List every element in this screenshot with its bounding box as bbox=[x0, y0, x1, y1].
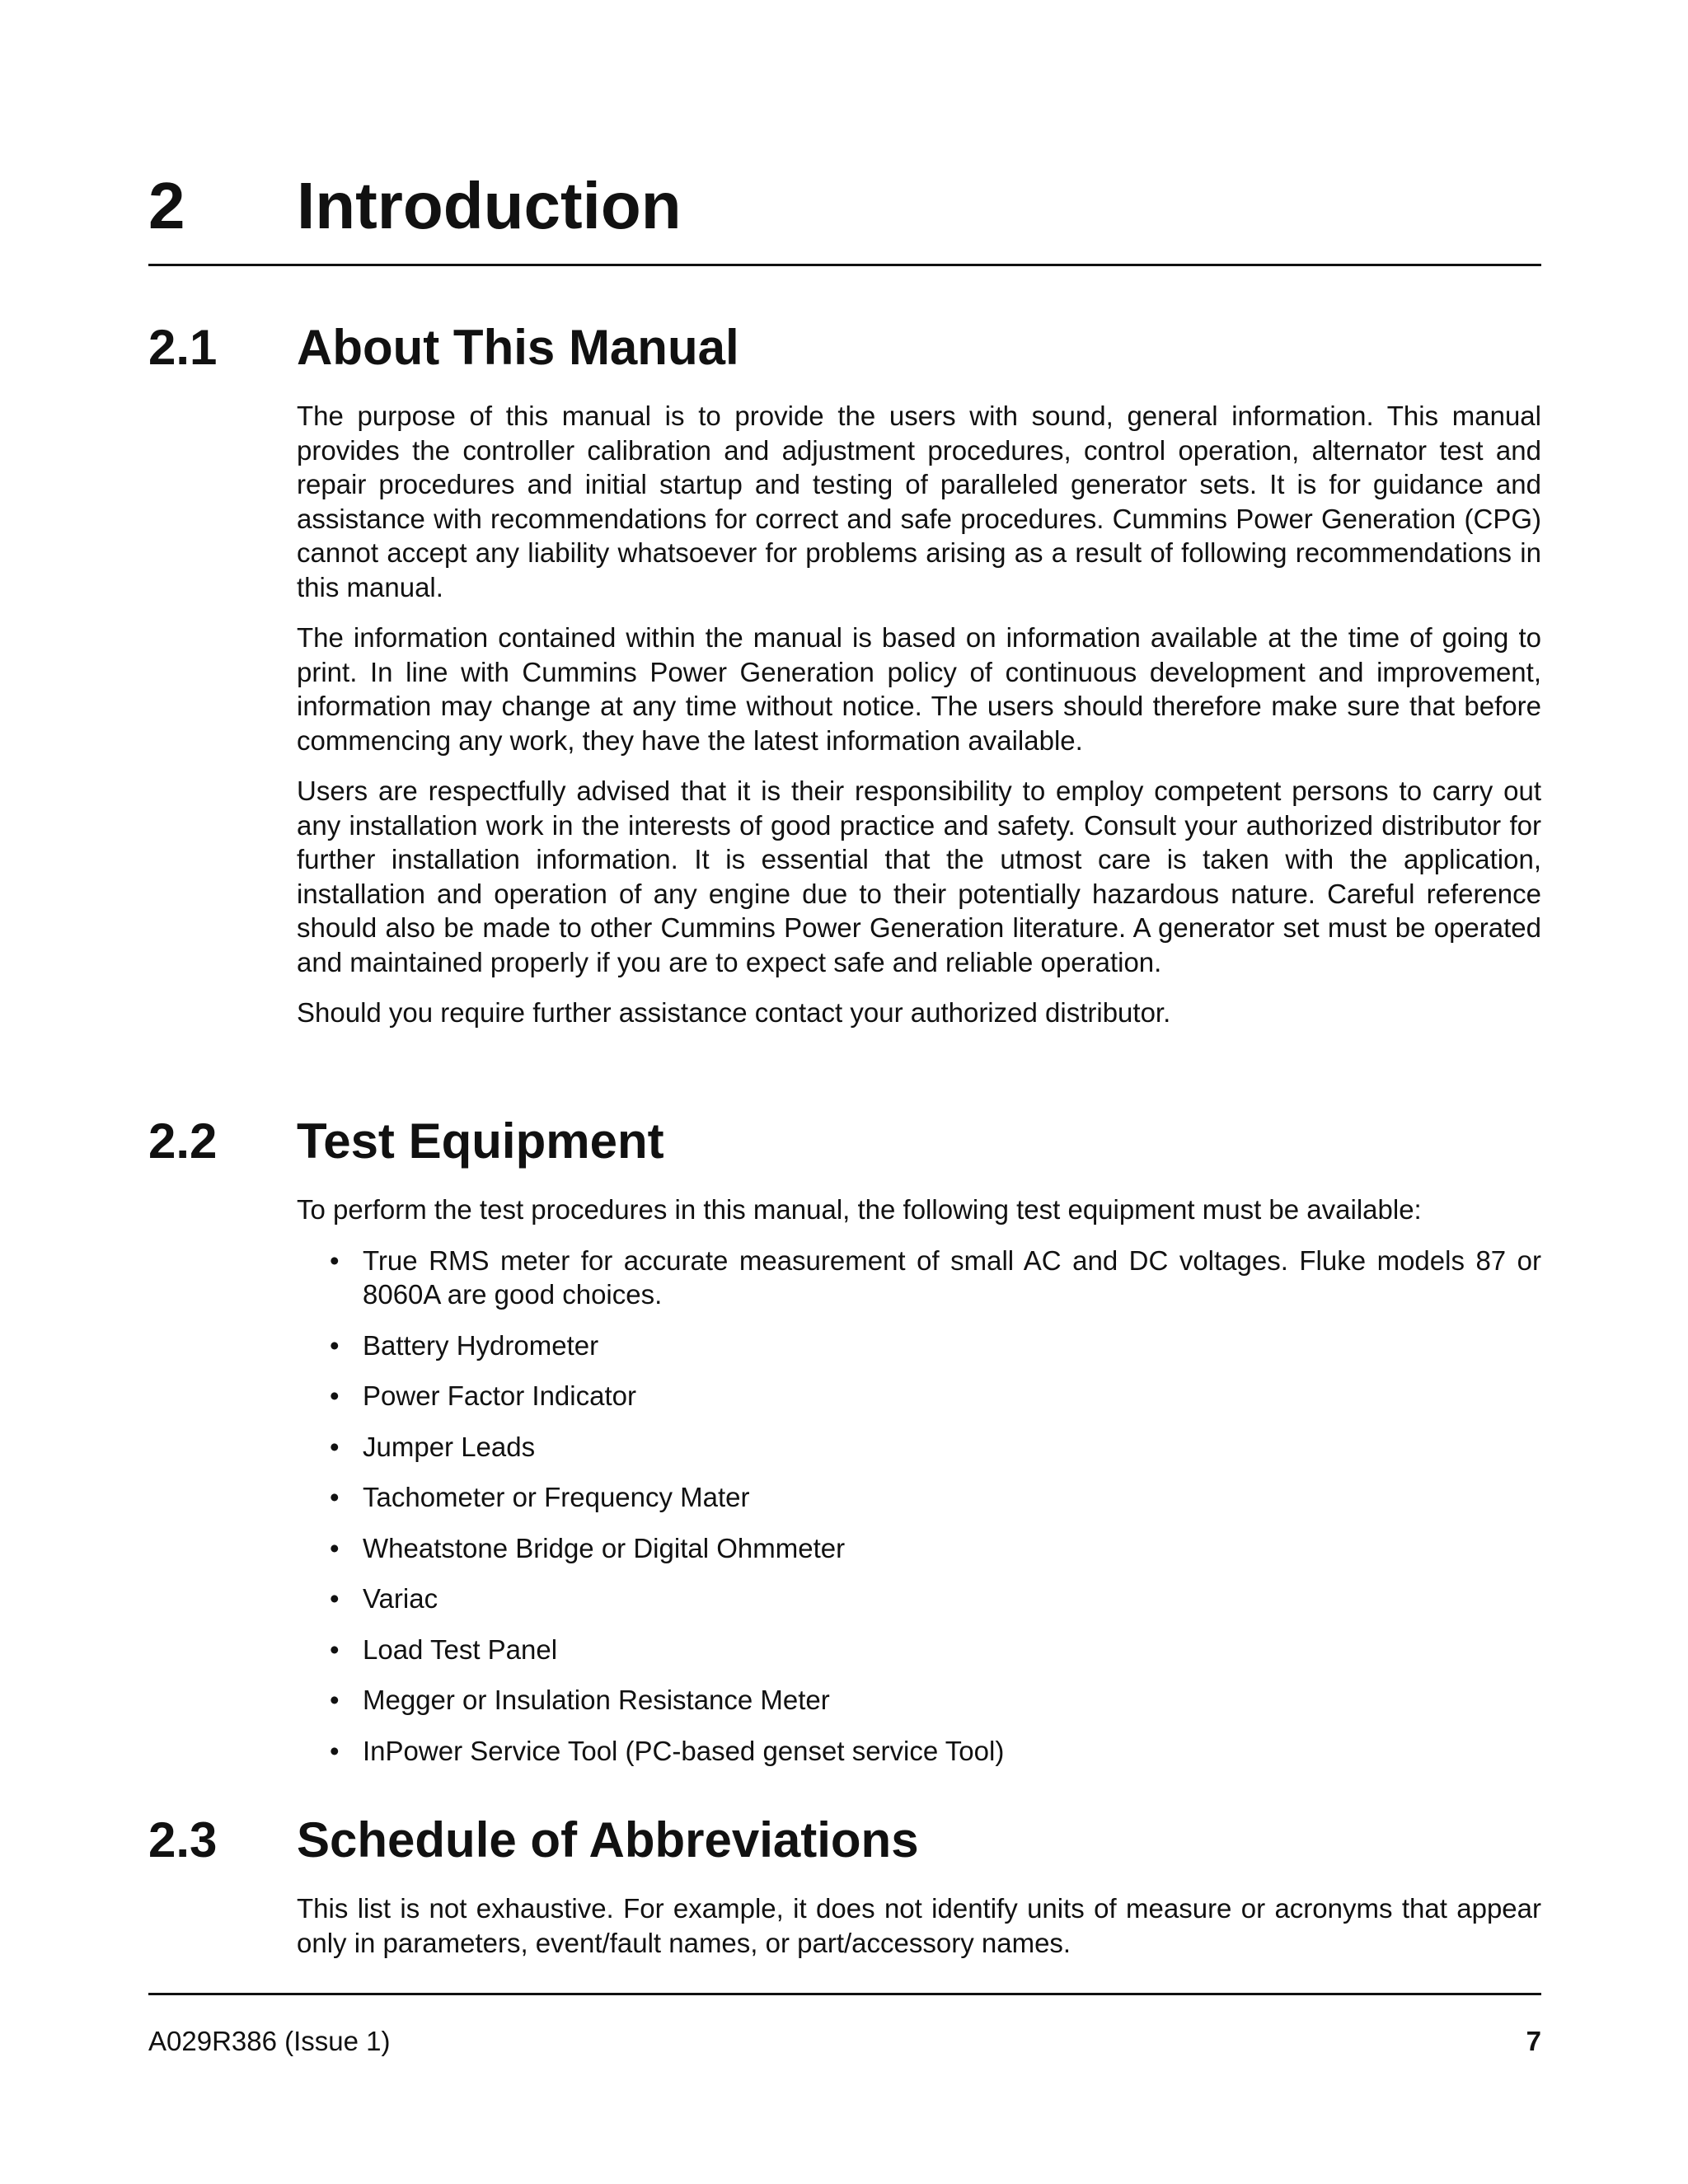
section-body-about-manual bbox=[297, 399, 1541, 1047]
section-heading-abbreviations bbox=[148, 1812, 1541, 1873]
list-item-text: Wheatstone Bridge or Digital Ohmmeter bbox=[363, 1532, 846, 1563]
list-item-text: Jumper Leads bbox=[363, 1431, 536, 1462]
list-item-text: Variac bbox=[363, 1583, 438, 1614]
bullet-icon: • bbox=[330, 1735, 340, 1766]
paragraph: Users are respectfully advised that it is their responsibility to employ competent persons to carry out any installation work in the interests of good practice and safety. Consult your authorized distributor for further installation information. It is essential that the utmost care is taken with the application, installation and operation of any engine due to their potentially hazardous nature. Careful reference should also be made to other Cummins Power Generation literature. A generator set must be operated and maintained properly if you are to expect safe and reliable operation. bbox=[297, 776, 1541, 977]
list-item-text: InPower Service Tool (PC-based genset service Tool) bbox=[363, 1735, 1005, 1766]
bullet-icon: • bbox=[330, 1431, 340, 1462]
footer-page-number: 7 bbox=[1526, 2026, 1541, 2056]
paragraph: Should you require further assistance contact your authorized distributor. bbox=[297, 997, 1171, 1028]
bullet-icon: • bbox=[330, 1380, 340, 1411]
section-title: Test Equipment bbox=[297, 1113, 664, 1169]
section-number: 2.1 bbox=[148, 320, 218, 375]
paragraph: To perform the test procedures in this manual, the following test equipment must be available: bbox=[297, 1194, 1422, 1225]
bullet-icon: • bbox=[330, 1329, 340, 1361]
list-item bbox=[297, 1329, 1541, 1363]
list-item bbox=[297, 1430, 1541, 1465]
list-item-text: True RMS meter for accurate measurement of small AC and DC voltages. Fluke models 87 or 8060A are good choices. bbox=[363, 1244, 1541, 1310]
list-item-text: Power Factor Indicator bbox=[363, 1380, 636, 1411]
section-number: 2.2 bbox=[148, 1113, 218, 1169]
bullet-icon: • bbox=[330, 1685, 340, 1715]
list-item bbox=[297, 1531, 1541, 1566]
bullet-icon: • bbox=[330, 1532, 340, 1563]
section-number: 2.3 bbox=[148, 1812, 218, 1868]
bullet-icon: • bbox=[330, 1583, 340, 1614]
list-item bbox=[297, 1379, 1541, 1413]
section-body-test-equipment bbox=[297, 1193, 1541, 1784]
list-item bbox=[297, 1582, 1541, 1616]
section-heading-test-equipment bbox=[148, 1113, 1541, 1174]
bullet-icon: • bbox=[330, 1633, 340, 1665]
list-item bbox=[297, 1734, 1541, 1769]
section-body-abbreviations bbox=[297, 1891, 1541, 1976]
chapter-title: Introduction bbox=[297, 169, 682, 242]
list-item bbox=[297, 1683, 1541, 1718]
chapter-number: 2 bbox=[148, 169, 185, 242]
footer-divider bbox=[148, 1993, 1541, 1995]
bullet-icon: • bbox=[330, 1482, 340, 1512]
list-item-text: Load Test Panel bbox=[363, 1633, 558, 1665]
list-item-text: Battery Hydrometer bbox=[363, 1329, 599, 1361]
list-item bbox=[297, 1633, 1541, 1667]
footer-document-id: A029R386 (Issue 1) bbox=[148, 2026, 391, 2056]
section-title: Schedule of Abbreviations bbox=[297, 1812, 919, 1868]
list-item-text: Megger or Insulation Resistance Meter bbox=[363, 1685, 830, 1715]
section-heading-about-manual bbox=[148, 320, 1541, 381]
bullet-icon: • bbox=[330, 1244, 340, 1276]
chapter-heading bbox=[148, 165, 1541, 266]
list-item-text: Tachometer or Frequency Mater bbox=[363, 1482, 750, 1512]
list-item bbox=[297, 1244, 1541, 1312]
equipment-list bbox=[297, 1244, 1541, 1769]
list-item bbox=[297, 1480, 1541, 1515]
section-title: About This Manual bbox=[297, 320, 739, 375]
paragraph: The information contained within the manual is based on information available at the time of going to print. In line with Cummins Power Generation policy of continuous development and improvement, information may change at any time without notice. The users should therefore make sure that before commencing any work, they have the latest information available. bbox=[297, 622, 1541, 756]
paragraph: The purpose of this manual is to provide the users with sound, general information. This manual provides the controller calibration and adjustment procedures, control operation, alternator test and repair procedures and initial startup and testing of paralleled generator sets. It is for guidance and assistance with recommendations for correct and safe procedures. Cummins Power Generation (CPG) cannot accept any liability whatsoever for problems arising as a result of following recommendations in this manual. bbox=[297, 401, 1541, 602]
paragraph: This list is not exhaustive. For example, it does not identify units of measure or acronyms that appear only in parameters, event/fault names, or part/accessory names. bbox=[297, 1893, 1541, 1958]
